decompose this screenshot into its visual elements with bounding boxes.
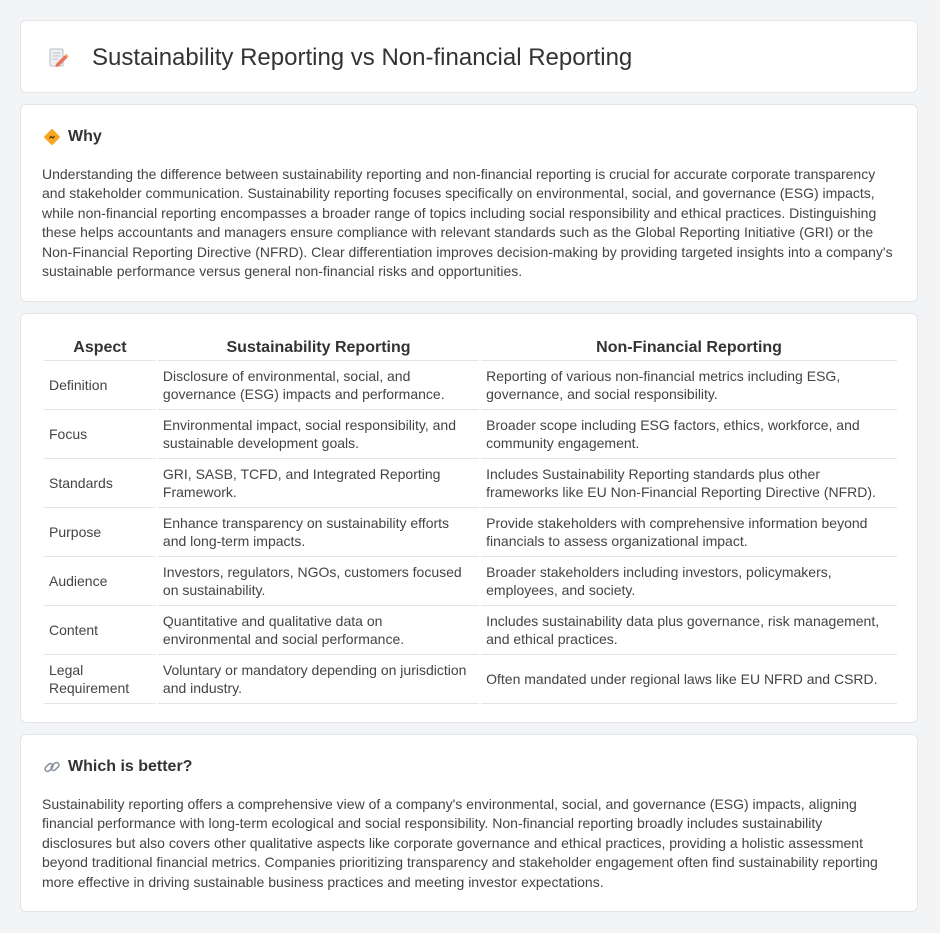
non-financial-cell: Includes Sustainability Reporting standards plus other frameworks like EU Non-Financial Reporting Directive (NFRD). — [481, 459, 897, 508]
non-financial-cell: Broader scope including ESG factors, ethics, workforce, and community engagement. — [481, 410, 897, 459]
why-heading — [43, 127, 102, 147]
better-heading — [43, 757, 192, 777]
comparison-section — [20, 313, 918, 723]
header-card — [20, 20, 918, 93]
diamond-sign-icon — [43, 128, 61, 146]
table-header-row — [44, 334, 897, 361]
why-title: Why — [68, 128, 102, 145]
better-title: Which is better? — [68, 758, 193, 775]
sustainability-cell: Quantitative and qualitative data on environmental and social performance. — [158, 606, 479, 655]
sustainability-cell: Disclosure of environmental, social, and governance (ESG) impacts and performance. — [158, 361, 479, 410]
page-title: Sustainability Reporting vs Non-financial Reporting — [92, 44, 633, 71]
table-row — [44, 410, 897, 459]
aspect-cell: Purpose — [44, 508, 156, 557]
aspect-cell: Legal Requirement — [44, 655, 156, 704]
aspect-cell: Standards — [44, 459, 156, 508]
why-text: Understanding the difference between sustainability reporting and non-financial reporting is crucial for accurate corporate transparency and stakeholder communication. Sustainability reporting focuses specifically on environmental, social, and governance (ESG) impacts, while non-financial reporting encompasses a broader range of topics including social responsibility and ethical practices. Distinguishing these helps accountants and managers ensure compliance with relevant standards such as the Global Reporting Initiative (GRI) or the Non-Financial Reporting Directive (NFRD). Clear differentiation improves decision-making by providing targeted insights into a company's sustainable performance versus general non-financial risks and opportunities. — [42, 166, 893, 280]
sustainability-cell: Enhance transparency on sustainability efforts and long-term impacts. — [158, 508, 479, 557]
non-financial-cell: Often mandated under regional laws like EU NFRD and CSRD. — [481, 655, 897, 704]
non-financial-cell: Broader stakeholders including investors, policymakers, employees, and society. — [481, 557, 897, 606]
why-section — [20, 104, 918, 302]
non-financial-cell: Provide stakeholders with comprehensive information beyond financials to assess organizational impact. — [481, 508, 897, 557]
aspect-cell: Content — [44, 606, 156, 655]
aspect-cell: Audience — [44, 557, 156, 606]
column-header-aspect: Aspect — [44, 334, 156, 361]
non-financial-cell: Includes sustainability data plus governance, risk management, and ethical practices. — [481, 606, 897, 655]
aspect-cell: Focus — [44, 410, 156, 459]
column-header-non-financial: Non-Financial Reporting — [481, 334, 897, 361]
sustainability-cell: Voluntary or mandatory depending on jurisdiction and industry. — [158, 655, 479, 704]
table-row — [44, 508, 897, 557]
link-icon — [43, 758, 61, 776]
sustainability-cell: Investors, regulators, NGOs, customers focused on sustainability. — [158, 557, 479, 606]
table-row — [44, 361, 897, 410]
sustainability-cell: GRI, SASB, TCFD, and Integrated Reporting Framework. — [158, 459, 479, 508]
aspect-cell: Definition — [44, 361, 156, 410]
document-pencil-icon — [47, 47, 69, 69]
table-row — [44, 606, 897, 655]
table-row — [44, 557, 897, 606]
table-row — [44, 655, 897, 704]
table-row — [44, 459, 897, 508]
non-financial-cell: Reporting of various non-financial metrics including ESG, governance, and social responsibility. — [481, 361, 897, 410]
better-text: Sustainability reporting offers a comprehensive view of a company's environmental, social, and governance (ESG) impacts, aligning financial performance with long-term ecological and social responsibility. Non-financial reporting broadly includes sustainability disclosures but also covers other qualitative aspects like corporate governance and ethical practices, providing a holistic assessment beyond traditional financial metrics. Companies prioritizing transparency and stakeholder engagement often find sustainability reporting more effective in driving sustainable business practices and meeting investor expectations. — [42, 796, 878, 890]
which-is-better-section — [20, 734, 918, 912]
sustainability-cell: Environmental impact, social responsibility, and sustainable development goals. — [158, 410, 479, 459]
column-header-sustainability: Sustainability Reporting — [158, 334, 479, 361]
comparison-table — [42, 334, 899, 704]
